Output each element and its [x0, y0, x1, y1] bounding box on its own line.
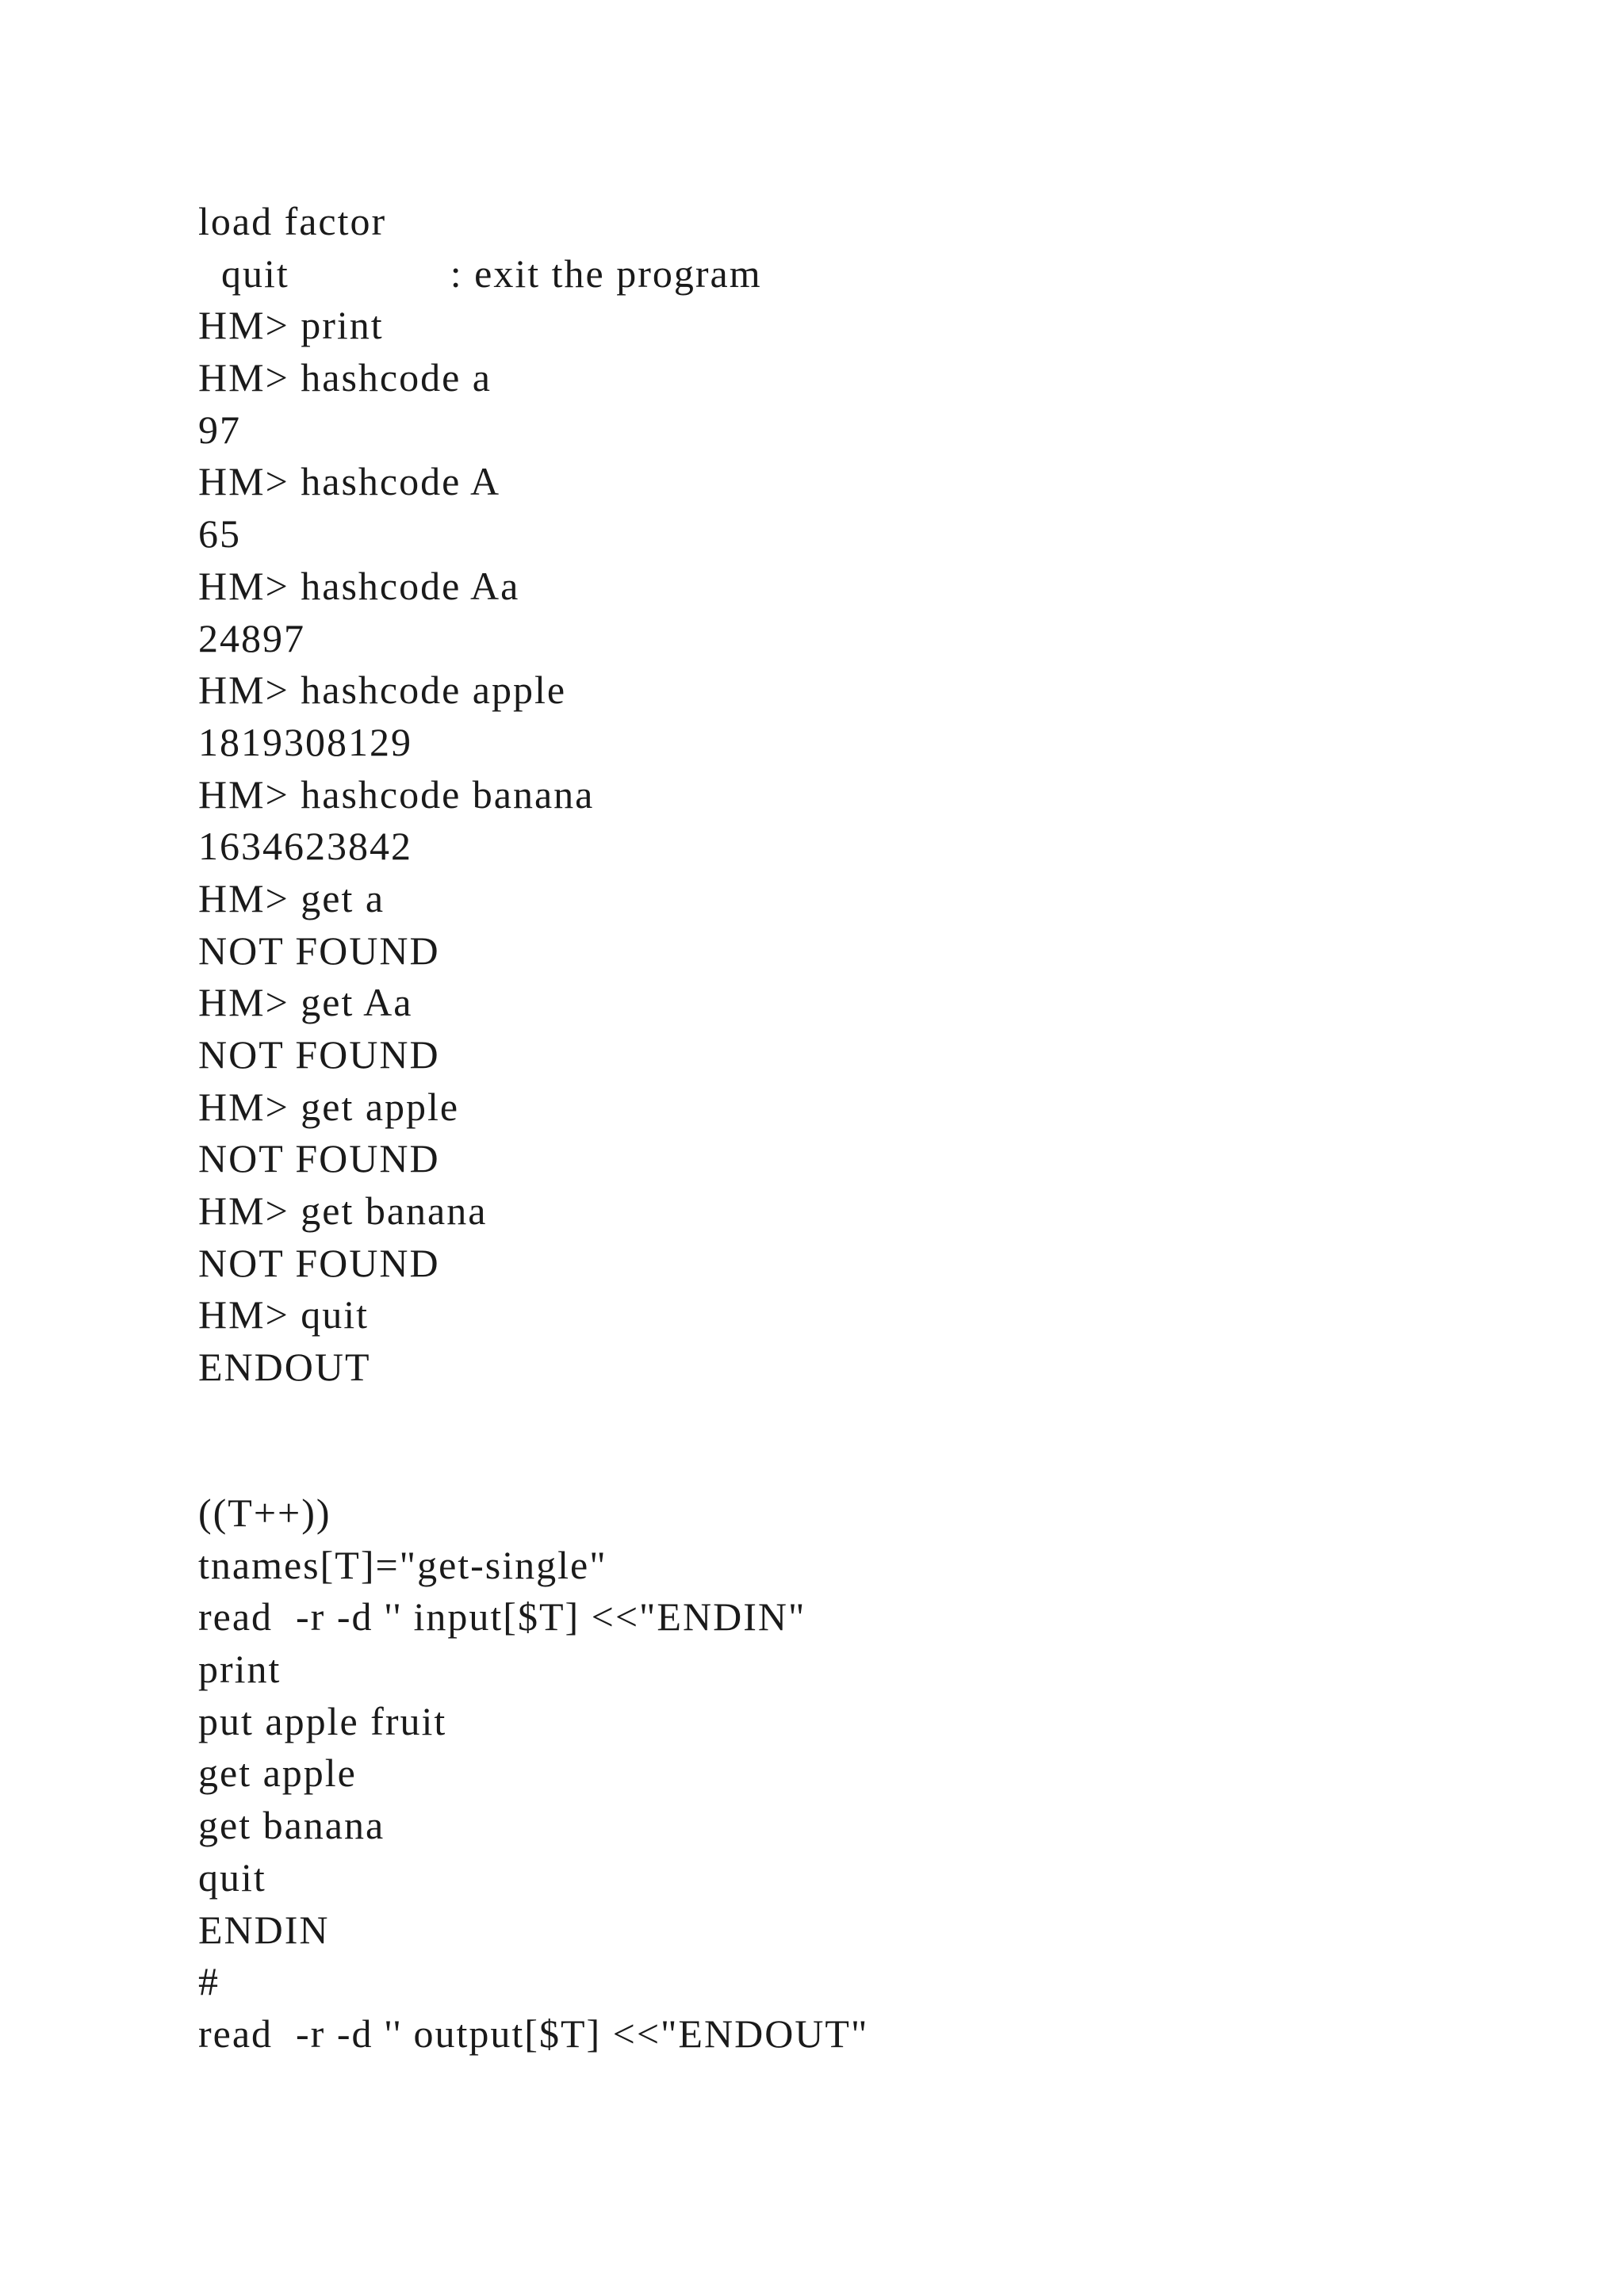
text-line: quit : exit the program: [198, 251, 762, 296]
text-line: HM> get apple: [198, 1084, 460, 1129]
text-line: HM> quit: [198, 1292, 370, 1337]
text-line: 1819308129: [198, 719, 412, 764]
text-line: tnames[T]="get-single": [198, 1542, 607, 1587]
text-line: HM> get banana: [198, 1188, 488, 1234]
text-line: HM> print: [198, 303, 384, 348]
text-line: print: [198, 1647, 282, 1692]
hashmap-session-output: [198, 196, 762, 1394]
text-line: HM> hashcode A: [198, 459, 501, 504]
text-line: NOT FOUND: [198, 1240, 440, 1285]
text-line: HM> hashcode Aa: [198, 563, 520, 608]
text-line: 65: [198, 511, 241, 557]
text-line: 24897: [198, 615, 305, 660]
text-line: quit: [198, 1854, 266, 1900]
text-line: ENDOUT: [198, 1345, 371, 1390]
test-case-script: [198, 1487, 868, 2061]
text-line: HM> get a: [198, 875, 385, 920]
text-line: read -r -d '' output[$T] <<"ENDOUT": [198, 2011, 869, 2056]
text-line: NOT FOUND: [198, 928, 440, 973]
text-line: 97: [198, 407, 241, 452]
text-line: ENDIN: [198, 1907, 330, 1952]
text-line: ((T++)): [198, 1490, 331, 1535]
text-line: read -r -d '' input[$T] <<"ENDIN": [198, 1594, 806, 1640]
text-line: load factor: [198, 199, 387, 243]
text-line: get apple: [198, 1751, 357, 1796]
text-line: #: [198, 1959, 220, 2004]
text-line: 1634623842: [198, 824, 412, 869]
text-line: HM> hashcode a: [198, 355, 492, 400]
text-line: HM> get Aa: [198, 980, 413, 1025]
text-line: NOT FOUND: [198, 1136, 440, 1181]
text-line: HM> hashcode apple: [198, 668, 567, 713]
text-line: put apple fruit: [198, 1698, 447, 1743]
text-line: NOT FOUND: [198, 1032, 440, 1077]
text-line: get banana: [198, 1803, 385, 1848]
text-line: HM> hashcode banana: [198, 771, 595, 817]
